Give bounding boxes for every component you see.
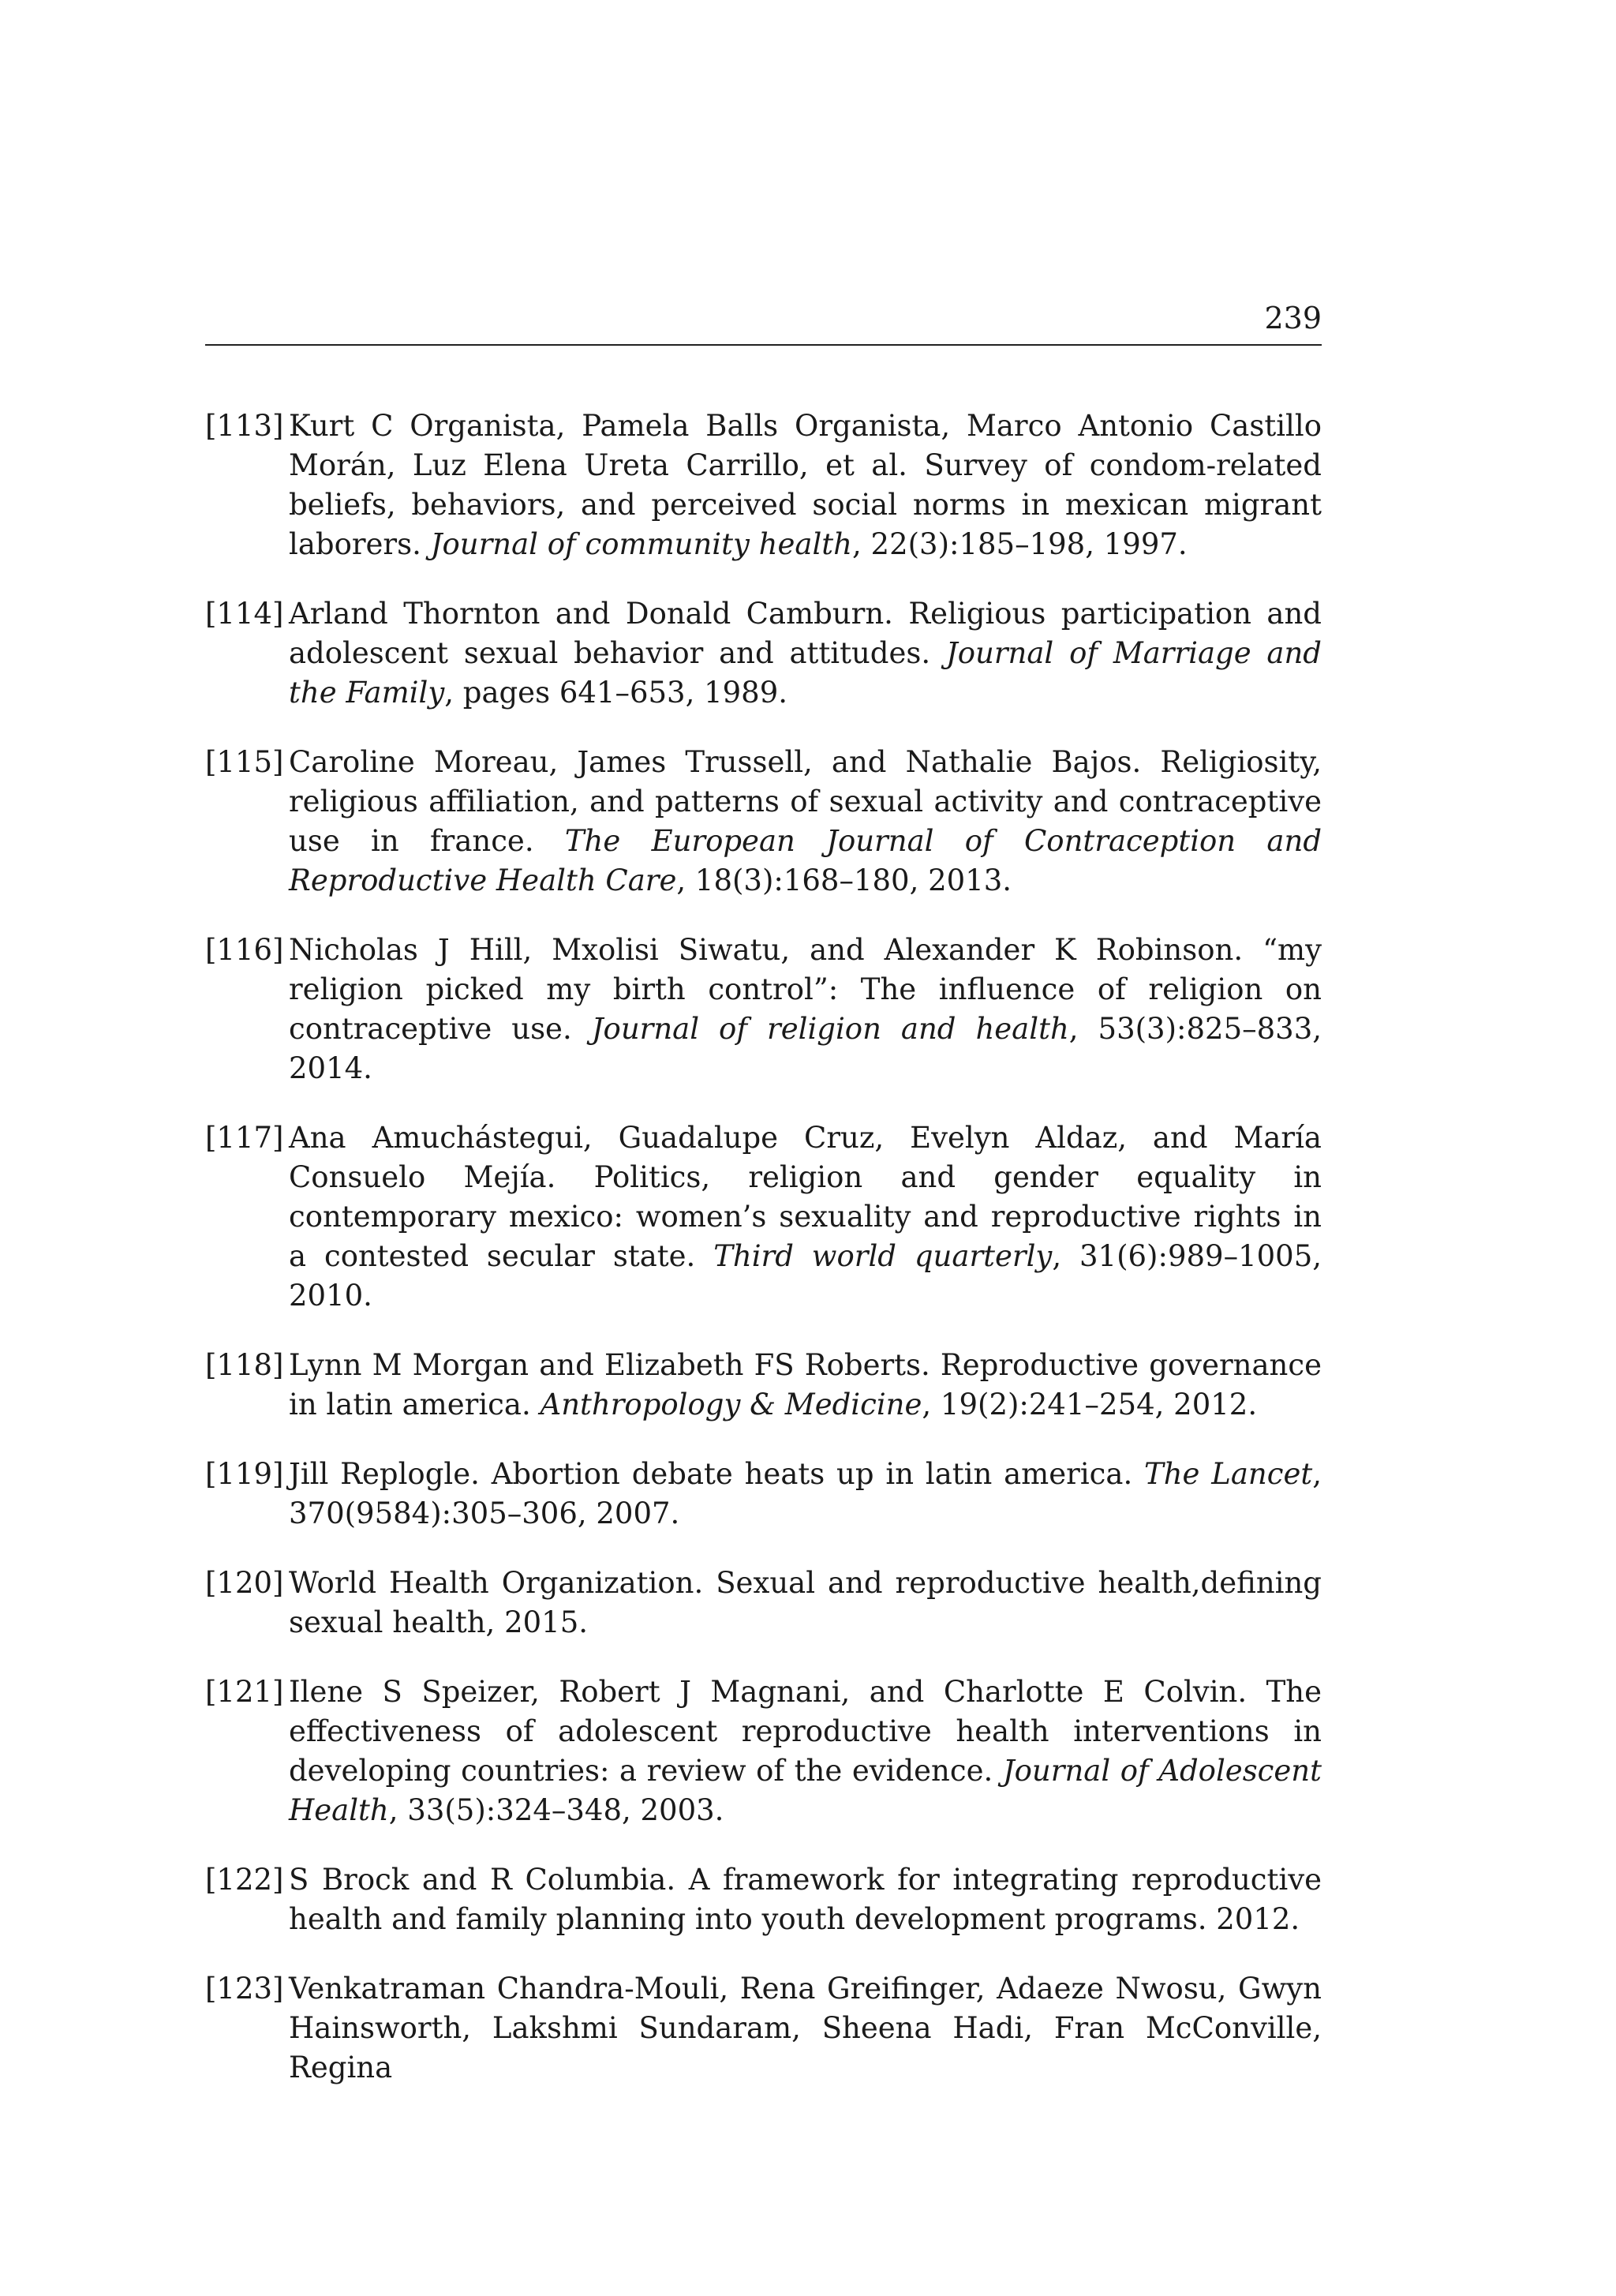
bib-label: [115]: [205, 745, 284, 779]
bib-entry-120: [205, 1564, 1322, 1642]
bibliography-list: [205, 406, 1322, 2118]
bib-citation: Caroline Moreau, James Trussell, and Nathalie Bajos. Religiosity, religious affiliation, and patterns of sexual activity and contraceptive use in france.: [289, 745, 1322, 858]
bib-venue: Journal of Marriage and the Family: [289, 636, 1322, 710]
bib-text: [289, 1672, 1322, 1830]
bib-text: [289, 1455, 1322, 1534]
bib-label: [122]: [205, 1863, 284, 1897]
bib-entry-116: [205, 931, 1322, 1088]
bib-text: [289, 743, 1322, 901]
bib-venue: The Lancet: [1144, 1457, 1313, 1491]
bib-entry-119: [205, 1455, 1322, 1534]
bib-text: [289, 594, 1322, 713]
bib-venue: The European Journal of Contraception and Reproductive Health Care: [289, 824, 1322, 897]
bib-label: [118]: [205, 1348, 284, 1382]
bib-venue: Journal of community health: [430, 527, 852, 561]
bib-label: [123]: [205, 1972, 284, 2006]
bib-label: [116]: [205, 933, 284, 967]
bib-citation: Nicholas J Hill, Mxolisi Siwatu, and Alexander K Robinson. “my religion picked my birth control”: The influence of religion on contraceptive use.: [289, 933, 1322, 1046]
bib-venue: Third world quarterly: [713, 1239, 1053, 1273]
bib-text: [289, 1346, 1322, 1425]
bib-label: [121]: [205, 1675, 284, 1709]
bib-venue: Anthropology & Medicine: [540, 1388, 922, 1421]
bib-entry-114: [205, 594, 1322, 713]
bib-entry-121: [205, 1672, 1322, 1830]
bib-citation: Jill Replogle. Abortion debate heats up in latin america.: [289, 1457, 1145, 1491]
bib-venue: Journal of Adolescent Health: [289, 1754, 1322, 1827]
bib-text: [289, 1118, 1322, 1316]
bib-text: [289, 1860, 1322, 1939]
bib-label: [119]: [205, 1457, 284, 1491]
bib-details: , pages 641–653, 1989.: [444, 676, 788, 710]
bib-citation: Lynn M Morgan and Elizabeth FS Roberts. Reproductive governance in latin america.: [289, 1348, 1322, 1421]
bib-details: , 18(3):168–180, 2013.: [676, 863, 1012, 897]
bib-citation: Ilene S Speizer, Robert J Magnani, and Charlotte E Colvin. The effectiveness of adolescent reproductive health interventions in developing countries: a review of the evidence.: [289, 1675, 1322, 1788]
header-rule: [205, 344, 1322, 346]
bib-label: [114]: [205, 597, 284, 631]
bib-label: [113]: [205, 409, 284, 443]
bib-label: [120]: [205, 1566, 284, 1600]
bib-citation: Venkatraman Chandra-Mouli, Rena Greifinger, Adaeze Nwosu, Gwyn Hainsworth, Lakshmi Sundaram, Sheena Hadi, Fran McConville, Regina: [289, 1972, 1322, 2084]
bib-citation: S Brock and R Columbia. A framework for integrating reproductive health and family planning into youth development programs. 2012.: [289, 1863, 1322, 1936]
bib-details: , 370(9584):305–306, 2007.: [289, 1457, 1322, 1530]
bib-entry-117: [205, 1118, 1322, 1316]
bib-details: , 53(3):825–833, 2014.: [289, 1012, 1322, 1085]
bib-entry-123: [205, 1969, 1322, 2088]
bib-text: [289, 931, 1322, 1088]
bib-citation: Ana Amuchástegui, Guadalupe Cruz, Evelyn Aldaz, and María Consuelo Mejía. Politics, religion and gender equality in contemporary mexico: women’s sexuality and reproductive rights in a contested secular state.: [289, 1121, 1322, 1273]
bib-entry-122: [205, 1860, 1322, 1939]
page-number: 239: [1264, 301, 1322, 335]
bib-text: [289, 1564, 1322, 1642]
bib-details: , 33(5):324–348, 2003.: [388, 1793, 724, 1827]
bib-entry-115: [205, 743, 1322, 901]
bib-details: , 19(2):241–254, 2012.: [922, 1388, 1258, 1421]
bib-citation: Kurt C Organista, Pamela Balls Organista, Marco Antonio Castillo Morán, Luz Elena Ureta Carrillo, et al. Survey of condom-related beliefs, behaviors, and perceived social norms in mexican migrant laborers.: [289, 409, 1322, 561]
bib-label: [117]: [205, 1121, 284, 1155]
bib-entry-118: [205, 1346, 1322, 1425]
bib-details: , 22(3):185–198, 1997.: [852, 527, 1188, 561]
bib-entry-113: [205, 406, 1322, 564]
bib-citation: World Health Organization. Sexual and reproductive health,defining sexual health, 2015.: [289, 1566, 1322, 1639]
bib-citation: Arland Thornton and Donald Camburn. Religious participation and adolescent sexual behavior and attitudes.: [289, 597, 1322, 670]
bib-text: [289, 406, 1322, 564]
bib-details: , 31(6):989–1005, 2010.: [289, 1239, 1322, 1313]
bib-venue: Journal of religion and health: [591, 1012, 1069, 1046]
bib-text: [289, 1969, 1322, 2088]
